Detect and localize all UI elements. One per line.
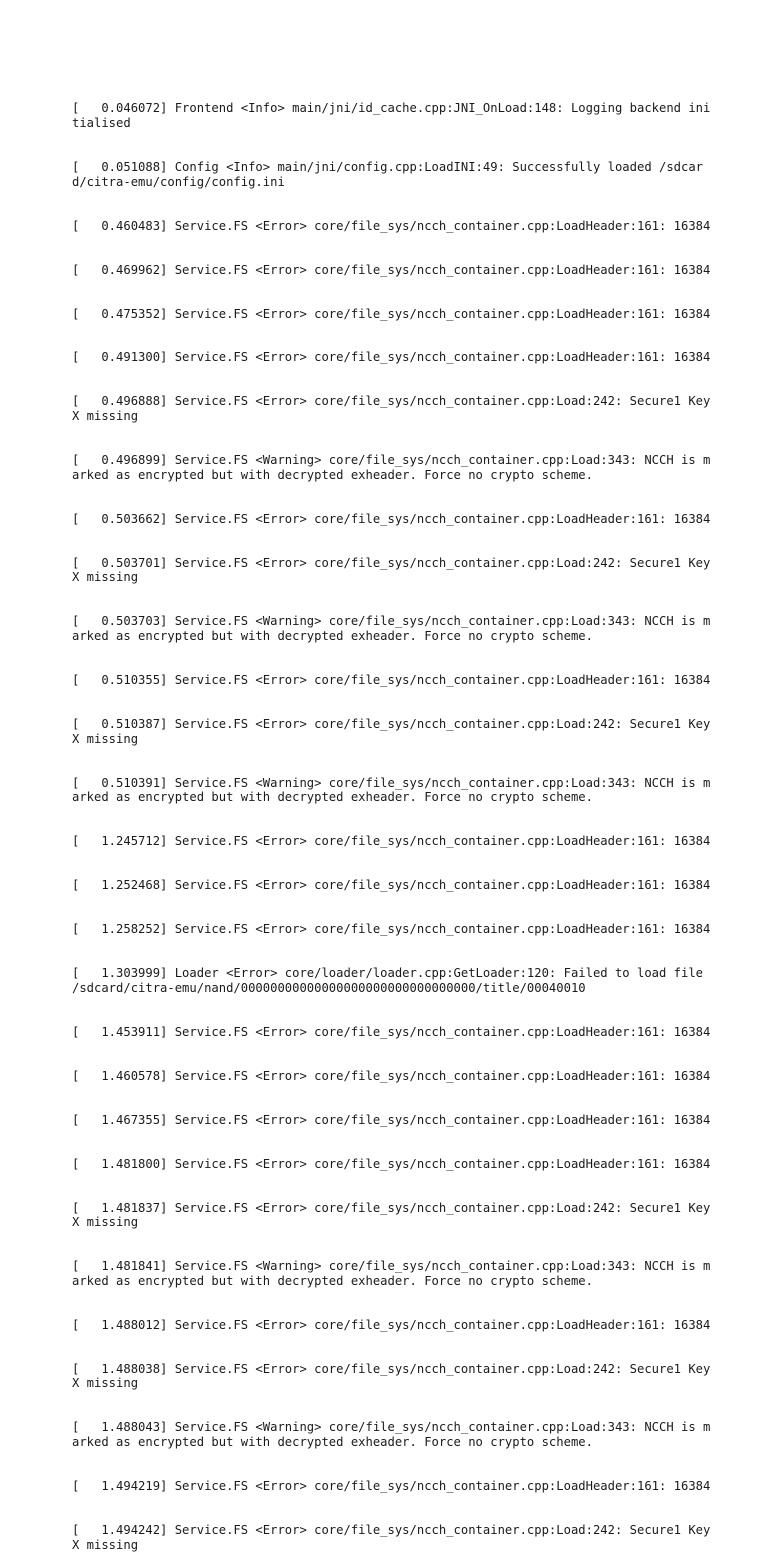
log-line: [ 1.258252] Service.FS <Error> core/file_sys/ncch_container.cpp:LoadHeader:161: 16384 [72,922,711,937]
log-line: [ 0.503703] Service.FS <Warning> core/file_sys/ncch_container.cpp:Load:343: NCCH is marked as encrypted but with decrypted exheader. Force no crypto scheme. [72,614,711,643]
log-line: [ 0.503701] Service.FS <Error> core/file_sys/ncch_container.cpp:Load:242: Secure1 KeyX missing [72,555,711,585]
log-line: [ 0.460483] Service.FS <Error> core/file_sys/ncch_container.cpp:LoadHeader:161: 16384 [72,218,711,233]
log-line: [ 0.475352] Service.FS <Error> core/file_sys/ncch_container.cpp:LoadHeader:161: 16384 [72,306,711,321]
log-line: [ 1.303999] Loader <Error> core/loader/loader.cpp:GetLoader:120: Failed to load file /sdcard/citra-emu/nand/00000000000000000000000000000000/title/00040010 [72,966,711,995]
log-line: [ 0.051088] Config <Info> main/jni/config.cpp:LoadINI:49: Successfully loaded /sdcard/citra-emu/config/config.ini [72,159,704,189]
log-line: [ 1.494242] Service.FS <Error> core/file_sys/ncch_container.cpp:Load:242: Secure1 KeyX missing [72,1522,711,1552]
log-line: [ 1.488012] Service.FS <Error> core/file_sys/ncch_container.cpp:LoadHeader:161: 16384 [72,1317,711,1332]
log-line: [ 0.491300] Service.FS <Error> core/file_sys/ncch_container.cpp:LoadHeader:161: 16384 [72,350,711,365]
log-line: [ 1.488038] Service.FS <Error> core/file_sys/ncch_container.cpp:Load:242: Secure1 KeyX missing [72,1361,711,1391]
log-line: [ 1.481841] Service.FS <Warning> core/file_sys/ncch_container.cpp:Load:343: NCCH is marked as encrypted but with decrypted exheader. Force no crypto scheme. [72,1259,711,1288]
log-line: [ 1.481837] Service.FS <Error> core/file_sys/ncch_container.cpp:Load:242: Secure1 KeyX missing [72,1200,711,1230]
log-line: [ 1.453911] Service.FS <Error> core/file_sys/ncch_container.cpp:LoadHeader:161: 16384 [72,1024,711,1039]
log-line: [ 0.503662] Service.FS <Error> core/file_sys/ncch_container.cpp:LoadHeader:161: 16384 [72,511,711,526]
log-line: [ 0.510387] Service.FS <Error> core/file_sys/ncch_container.cpp:Load:242: Secure1 KeyX missing [72,716,711,746]
log-line: [ 0.046072] Frontend <Info> main/jni/id_cache.cpp:JNI_OnLoad:148: Logging backend initialised [72,101,711,130]
log-line: [ 1.460578] Service.FS <Error> core/file_sys/ncch_container.cpp:LoadHeader:161: 16384 [72,1068,711,1083]
log-line: [ 0.496899] Service.FS <Warning> core/file_sys/ncch_container.cpp:Load:343: NCCH is marked as encrypted but with decrypted exheader. Force no crypto scheme. [72,453,711,482]
log-line: [ 0.469962] Service.FS <Error> core/file_sys/ncch_container.cpp:LoadHeader:161: 16384 [72,262,711,277]
log-line: [ 0.510391] Service.FS <Warning> core/file_sys/ncch_container.cpp:Load:343: NCCH is marked as encrypted but with decrypted exheader. Force no crypto scheme. [72,775,711,805]
log-line: [ 1.252468] Service.FS <Error> core/file_sys/ncch_container.cpp:LoadHeader:161: 16384 [72,878,711,893]
log-line: [ 0.496888] Service.FS <Error> core/file_sys/ncch_container.cpp:Load:242: Secure1 KeyX missing [72,394,711,424]
log-line: [ 1.481800] Service.FS <Error> core/file_sys/ncch_container.cpp:LoadHeader:161: 16384 [72,1156,711,1171]
log-line: [ 1.467355] Service.FS <Error> core/file_sys/ncch_container.cpp:LoadHeader:161: 16384 [72,1112,711,1127]
log-line: [ 1.245712] Service.FS <Error> core/file_sys/ncch_container.cpp:LoadHeader:161: 16384 [72,834,711,849]
log-line: [ 1.494219] Service.FS <Error> core/file_sys/ncch_container.cpp:LoadHeader:161: 16384 [72,1479,711,1493]
log-line: [ 0.510355] Service.FS <Error> core/file_sys/ncch_container.cpp:LoadHeader:161: 16384 [72,672,711,687]
log-text-block [72,72,712,1567]
log-line: [ 1.488043] Service.FS <Warning> core/file_sys/ncch_container.cpp:Load:343: NCCH is marked as encrypted but with decrypted exheader. Force no crypto scheme. [72,1420,711,1450]
